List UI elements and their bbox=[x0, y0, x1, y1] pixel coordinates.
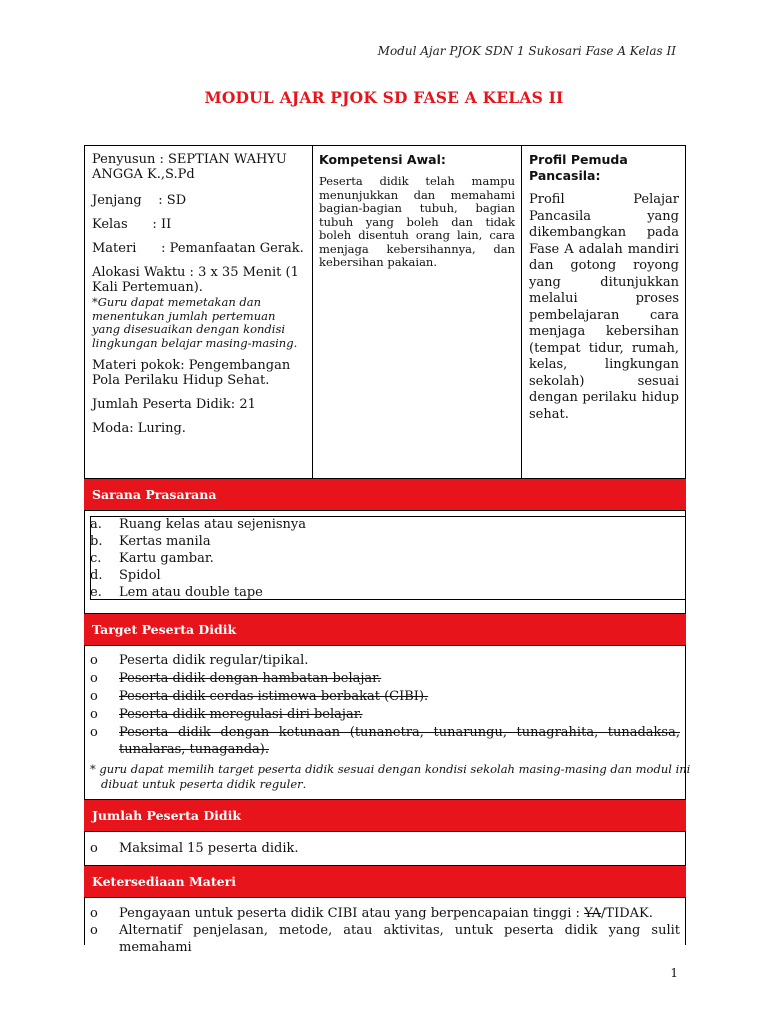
list-item: o Peserta didik dengan hambatan belajar. bbox=[90, 671, 382, 686]
column-divider bbox=[521, 145, 522, 479]
list-item: b. Kertas manila bbox=[90, 534, 211, 549]
catatan-note bbox=[92, 296, 306, 350]
catatan-suffix: . bbox=[293, 335, 298, 350]
kompetensi-column bbox=[319, 152, 515, 270]
target-note bbox=[90, 762, 691, 792]
page-title: MODUL AJAR PJOK SD FASE A KELAS II bbox=[204, 88, 564, 107]
jenjang-text: Jenjang : SD bbox=[92, 193, 187, 208]
target-note-prefix: * bbox=[90, 762, 100, 776]
profil-heading: Profil Pemuda Pancasila: bbox=[529, 152, 628, 183]
list-item: o Peserta didik dengan ketunaan (tunanetra, tunarungu, tunagrahita, tunadaksa, tunalaras, tunaganda). bbox=[90, 725, 680, 757]
moda-text: Moda: Luring. bbox=[92, 421, 186, 436]
jumlah-list bbox=[90, 840, 680, 857]
materi-text: Materi : Pemanfaatan Gerak. bbox=[92, 241, 304, 256]
running-header: Modul Ajar PJOK SDN 1 Sukosari Fase A Kelas II bbox=[377, 44, 676, 58]
section-header-ketersediaan: Ketersediaan Materi bbox=[84, 866, 686, 897]
materi-pokok-text: Materi pokok: Pengembangan Pola Perilaku Hidup Sehat. bbox=[92, 358, 291, 388]
list-item: o Pengayaan untuk peserta didik CIBI atau yang berpencapaian tinggi : YA/TIDAK. bbox=[90, 906, 653, 921]
list-item: o Maksimal 15 peserta didik. bbox=[90, 841, 299, 856]
list-item: c. Kartu gambar. bbox=[90, 551, 214, 566]
target-list bbox=[90, 652, 680, 758]
kelas-text: Kelas : II bbox=[92, 217, 172, 232]
list-item: o Peserta didik meregulasi diri belajar. bbox=[90, 707, 363, 722]
section-header-sarana: Sarana Prasarana bbox=[84, 479, 686, 510]
struck-option: YA bbox=[584, 906, 602, 921]
catatan-prefix: * bbox=[92, 295, 98, 309]
column-divider bbox=[312, 145, 313, 479]
sarana-list bbox=[90, 516, 680, 601]
list-item: d. Spidol bbox=[90, 568, 161, 583]
kompetensi-body: Peserta didik telah mampu menunjukkan dan memahami bagian-bagian tubuh, bagian tubuh yang boleh dan tidak boleh disentuh orang lain, cara menjaga kebersihannya, dan kebersihan pakaian. bbox=[319, 174, 515, 269]
list-item: o Peserta didik cerdas istimewa berbakat (CIBI). bbox=[90, 689, 429, 704]
target-note-suffix: . bbox=[302, 777, 307, 791]
page-number: 1 bbox=[670, 966, 678, 980]
identity-column bbox=[92, 152, 306, 436]
list-item: a. Ruang kelas atau sejenisnya bbox=[90, 517, 307, 532]
kompetensi-heading: Kompetensi Awal: bbox=[319, 152, 446, 167]
list-item: o Peserta didik regular/tipikal. bbox=[90, 653, 309, 668]
penyusun-text: Penyusun : SEPTIAN WAHYU ANGGA K.,S.Pd bbox=[92, 152, 287, 182]
catatan-text: Guru dapat memetakan dan menentukan jumlah pertemuan yang disesuaikan dengan kondisi lingkungan belajar masing-masing bbox=[92, 295, 294, 350]
ketersediaan-list bbox=[90, 905, 680, 955]
profil-body: Profil Pelajar Pancasila yang dikembangkan pada Fase A adalah mandiri dan gotong royong yang ditunjukkan melalui proses pembelajaran cara menjaga kebersihan (tempat tidur, rumah, kelas, lingkungan sekolah) sesuai dengan perilaku hidup sehat. bbox=[529, 192, 679, 422]
list-item: o Alternatif penjelasan, metode, atau aktivitas, untuk peserta didik yang sulit memahami bbox=[90, 923, 680, 955]
jumlah-peserta-text: Jumlah Peserta Didik: 21 bbox=[92, 397, 256, 412]
target-note-text: guru dapat memilih target peserta didik sesuai dengan kondisi sekolah masing-masing dan modul ini dibuat untuk peserta didik reguler bbox=[99, 762, 691, 791]
section-header-target: Target Peserta Didik bbox=[84, 614, 686, 645]
profil-column bbox=[529, 152, 679, 423]
alokasi-text: Alokasi Waktu : 3 x 35 Menit (1 Kali Pertemuan). bbox=[92, 265, 299, 295]
section-header-jumlah: Jumlah Peserta Didik bbox=[84, 800, 686, 831]
list-item: e. Lem atau double tape bbox=[90, 585, 263, 600]
